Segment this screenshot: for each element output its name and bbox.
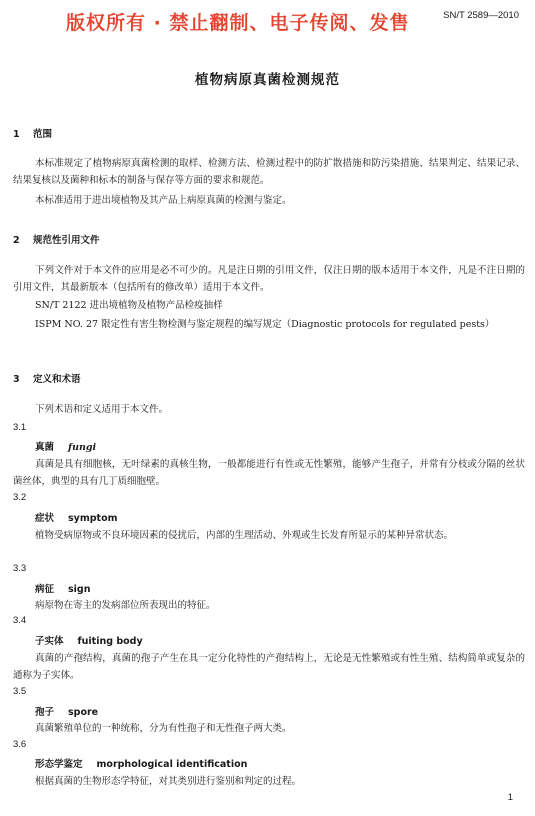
paragraph: 本标准适用于进出境植物及其产品上病原真菌的检测与鉴定。: [35, 195, 292, 206]
section-number: 2: [13, 235, 20, 246]
section-heading-normative-references: [13, 232, 100, 246]
term-cn: 病征: [35, 584, 55, 595]
term-cn: 子实体: [35, 636, 64, 647]
term-en: morphological identification: [96, 759, 248, 770]
term-heading: [35, 581, 91, 595]
term-en: fuiting body: [77, 636, 143, 647]
term-definition: 植物受病原物或不良环境因素的侵扰后，内部的生理活动、外观或生长发育所显示的某种异常状态。: [35, 530, 454, 541]
standard-code: SN/T 2589—2010: [443, 10, 519, 21]
reference-item: ISPM NO. 27 限定性有害生物检测与鉴定规程的编写规定（Diagnostic protocols for regulated pests）: [35, 319, 495, 330]
section-title: 定义和术语: [33, 374, 81, 385]
term-number: 3.6: [13, 739, 27, 750]
term-number: 3.4: [13, 615, 27, 626]
page-number: 1: [507, 792, 513, 803]
term-heading: [35, 633, 143, 647]
reference-item: SN/T 2122 进出境植物及植物产品检疫抽样: [35, 300, 223, 311]
section-number: 3: [13, 374, 20, 385]
copyright-watermark: 版权所有 · 禁止翻制、电子传阅、发售: [66, 12, 410, 34]
term-cn: 真菌: [35, 442, 55, 453]
term-en: sign: [68, 584, 91, 595]
term-number: 3.3: [13, 563, 27, 574]
section-number: 1: [13, 129, 20, 140]
paragraph: 下列术语和定义适用于本文件。: [35, 404, 169, 415]
section-title: 规范性引用文件: [33, 235, 100, 246]
term-definition: 病原物在寄主的发病部位所表现出的特征。: [35, 600, 216, 611]
term-definition: 真菌是具有细胞核，无叶绿素的真核生物，一般都能进行有性或无性繁殖，能够产生孢子，并常有分枝或分隔的丝状菌丝体，典型的具有几丁质细胞壁。: [13, 459, 525, 487]
section-heading-definitions: [13, 371, 81, 385]
term-en: fungi: [68, 442, 97, 453]
page-title: 植物病原真菌检测规范: [195, 72, 340, 88]
paragraph: 下列文件对于本文件的应用是必不可少的。凡是注日期的引用文件，仅注日期的版本适用于本文件，凡是不注日期的引用文件，其最新版本（包括所有的修改单）适用于本文件。: [13, 265, 525, 293]
term-number: 3.2: [13, 492, 27, 503]
term-en: symptom: [68, 513, 118, 524]
term-definition: 真菌的产孢结构，真菌的孢子产生在具一定分化特性的产孢结构上，无论是无性繁殖或有性生殖、结构简单或复杂的通称为子实体。: [13, 653, 525, 681]
term-definition: 根据真菌的生物形态学特征，对其类别进行鉴别和判定的过程。: [35, 776, 302, 787]
term-heading: [35, 510, 118, 524]
term-cn: 孢子: [35, 707, 55, 718]
term-heading: [35, 439, 96, 453]
term-definition: 真菌繁殖单位的一种统称，分为有性孢子和无性孢子两大类。: [35, 723, 292, 734]
section-heading-scope: [13, 126, 52, 140]
term-heading: [35, 756, 247, 770]
paragraph: 本标准规定了植物病原真菌检测的取样、检测方法、检测过程中的防扩散措施和防污染措施、结果判定、结果记录、结果复核以及菌种和标本的制备与保存等方面的要求和规范。: [13, 158, 525, 186]
term-number: 3.1: [13, 422, 27, 433]
term-number: 3.5: [13, 686, 27, 697]
section-title: 范围: [33, 129, 53, 140]
term-cn: 症状: [35, 513, 55, 524]
term-heading: [35, 704, 98, 718]
term-en: spore: [68, 707, 99, 718]
term-cn: 形态学鉴定: [35, 759, 83, 770]
